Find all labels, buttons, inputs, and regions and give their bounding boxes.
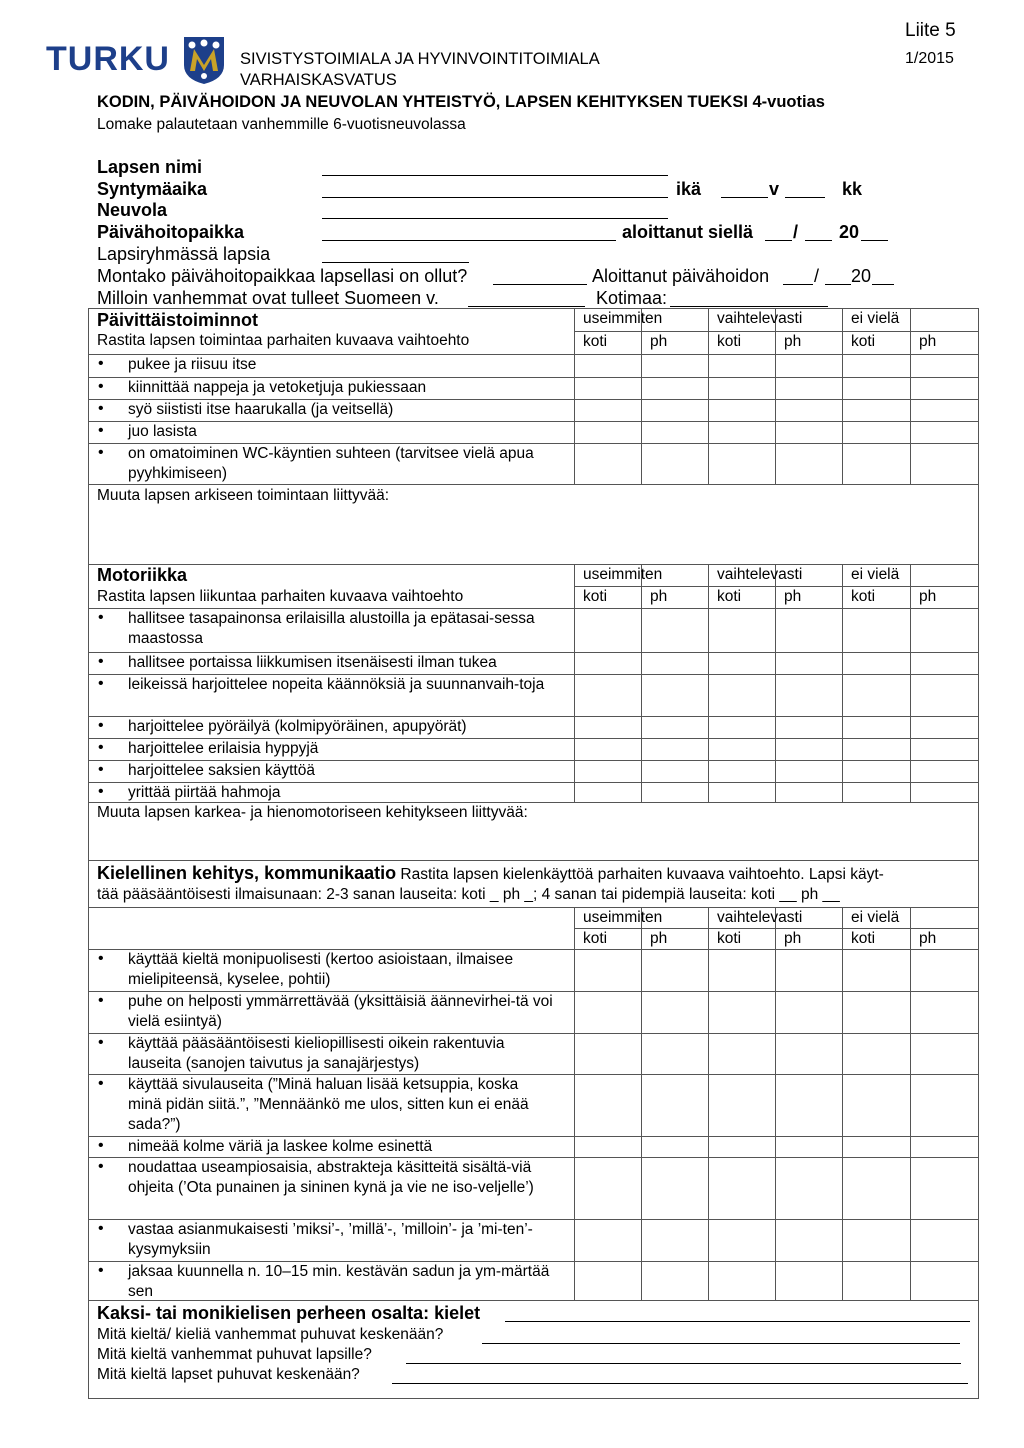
home-country-label: Kotimaa: xyxy=(596,288,668,308)
bullet-icon: • xyxy=(98,783,104,800)
years-label: v xyxy=(769,179,780,199)
col-not-yet-header: ei vielä xyxy=(851,566,900,583)
turku-crest-icon xyxy=(182,35,226,85)
year-prefix: 20 xyxy=(839,222,860,242)
language-item-7-check-varying-ph[interactable] xyxy=(776,1262,842,1300)
daily-item: pukee ja riisuu itse xyxy=(128,356,257,373)
daily-item-4-check-varying-home[interactable] xyxy=(709,444,775,484)
slash-separator: / xyxy=(793,222,799,242)
language-item-3-check-notyet-ph[interactable] xyxy=(911,1075,978,1136)
daily-item: kiinnittää nappeja ja vetoketjuja pukiessaan xyxy=(128,379,427,396)
motor-item: harjoittelee saksien käyttöä xyxy=(128,762,315,779)
language-item: käyttää pääsääntöisesti kieliopillisesti oikein rakentuvia lauseita (sanojen taivutus ja sanajärjestys) xyxy=(128,1035,505,1072)
col-daycare-header: ph xyxy=(650,588,668,605)
daily-item-1-check-notyet-ph[interactable] xyxy=(911,378,978,399)
group-children-field[interactable] xyxy=(322,247,469,263)
motor-item-2-check-notyet-home[interactable] xyxy=(843,675,910,716)
daily-item-1-check-varying-home[interactable] xyxy=(709,378,775,399)
language-item: nimeää kolme väriä ja laskee kolme esinettä xyxy=(128,1138,433,1155)
language-item-4-check-varying-ph[interactable] xyxy=(776,1137,842,1157)
col-home-header: koti xyxy=(851,930,876,947)
daily-item-3-check-mostly-ph[interactable] xyxy=(642,422,708,443)
bullet-icon: • xyxy=(98,675,104,692)
language-intro-line-1 xyxy=(97,863,884,884)
arrival-finland-field[interactable] xyxy=(468,291,585,307)
started-daycare-month-field[interactable] xyxy=(783,269,813,285)
started-daycare-year-field[interactable] xyxy=(872,269,894,285)
daily-item-4-check-mostly-ph[interactable] xyxy=(642,444,708,484)
grid-line xyxy=(88,1398,979,1399)
motor-item-3-check-notyet-home[interactable] xyxy=(843,717,910,738)
col-home-header: koti xyxy=(583,930,608,947)
bullet-icon: • xyxy=(98,609,104,626)
language-item-4-check-notyet-ph[interactable] xyxy=(911,1137,978,1157)
motor-item-3-check-notyet-ph[interactable] xyxy=(911,717,978,738)
language-item-6-check-notyet-ph[interactable] xyxy=(911,1220,978,1261)
language-item-5-check-mostly-home[interactable] xyxy=(575,1158,641,1219)
started-there-label: aloittanut siellä xyxy=(622,222,754,242)
language-item-4-check-mostly-ph[interactable] xyxy=(642,1137,708,1157)
turku-logo-text: TURKU xyxy=(46,40,170,78)
col-home-header: koti xyxy=(717,930,742,947)
motor-item-1-check-varying-home[interactable] xyxy=(709,653,775,674)
motor-item-6-check-notyet-ph[interactable] xyxy=(911,783,978,802)
motor-item-4-check-notyet-ph[interactable] xyxy=(911,739,978,760)
children-language-field[interactable] xyxy=(392,1368,968,1384)
daily-other-label: Muuta lapsen arkiseen toimintaan liittyvää: xyxy=(97,487,390,504)
motor-item: harjoittelee pyöräilyä (kolmipyöräinen, apupyörät) xyxy=(128,718,467,735)
language-item-5-check-notyet-home[interactable] xyxy=(843,1158,910,1219)
motor-item: leikeissä harjoittelee nopeita käännöksiä ja suunnanvaih-toja xyxy=(128,676,545,693)
bullet-icon: • xyxy=(98,400,104,417)
started-there-day-field[interactable] xyxy=(805,225,832,241)
language-item-4-check-varying-home[interactable] xyxy=(709,1137,775,1157)
language-item: jaksaa kuunnella n. 10–15 min. kestävän sadun ja ym-märtää sen xyxy=(128,1263,550,1300)
language-item-5-check-varying-home[interactable] xyxy=(709,1158,775,1219)
year-prefix: 20 xyxy=(851,266,872,286)
motor-item-1-check-notyet-home[interactable] xyxy=(843,653,910,674)
bullet-icon: • xyxy=(98,1220,104,1237)
daily-item-2-check-mostly-ph[interactable] xyxy=(642,400,708,421)
motor-item-6-check-notyet-home[interactable] xyxy=(843,783,910,802)
child-name-field[interactable] xyxy=(322,160,668,176)
home-country-field[interactable] xyxy=(670,291,828,307)
motor-item-4-check-varying-home[interactable] xyxy=(709,739,775,760)
language-item-1-check-notyet-ph[interactable] xyxy=(911,992,978,1033)
motor-item-3-check-mostly-home[interactable] xyxy=(575,717,641,738)
language-item-2-check-varying-home[interactable] xyxy=(709,1034,775,1074)
col-varying-header: vaihtelevasti xyxy=(717,909,803,926)
birthdate-label: Syntymäaika xyxy=(97,179,208,199)
language-item-2-check-notyet-home[interactable] xyxy=(843,1034,910,1074)
language-item-0-check-varying-home[interactable] xyxy=(709,950,775,991)
col-varying-header: vaihtelevasti xyxy=(717,566,803,583)
col-varying-header: vaihtelevasti xyxy=(717,310,803,327)
motor-item-3-check-varying-ph[interactable] xyxy=(776,717,842,738)
col-mostly-header: useimmiten xyxy=(583,909,663,926)
language-item-0-check-notyet-home[interactable] xyxy=(843,950,910,991)
language-intro-line-2: tää pääsääntöisesti ilmaisunaan: 2-3 sanan lauseita: koti _ ph _; 4 sanan tai pidempiä lauseita: koti __ ph __ xyxy=(97,886,840,903)
language-item-6-check-mostly-home[interactable] xyxy=(575,1220,641,1261)
bullet-icon: • xyxy=(98,378,104,395)
language-item-0-check-varying-ph[interactable] xyxy=(776,950,842,991)
bullet-icon: • xyxy=(98,444,104,461)
language-item-0-check-mostly-ph[interactable] xyxy=(642,950,708,991)
language-item-1-check-notyet-home[interactable] xyxy=(843,992,910,1033)
started-daycare-day-field[interactable] xyxy=(825,269,851,285)
language-item-7-check-mostly-ph[interactable] xyxy=(642,1262,708,1300)
parents-to-children-language-label: Mitä kieltä vanhemmat puhuvat lapsille? xyxy=(97,1346,372,1363)
bullet-icon: • xyxy=(98,653,104,670)
daily-item-0-check-varying-ph[interactable] xyxy=(776,355,842,377)
children-language-label: Mitä kieltä lapset puhuvat keskenään? xyxy=(97,1366,360,1383)
col-not-yet-header: ei vielä xyxy=(851,909,900,926)
language-item-1-check-mostly-ph[interactable] xyxy=(642,992,708,1033)
daily-item-4-check-mostly-home[interactable] xyxy=(575,444,641,484)
motor-item-3-check-varying-home[interactable] xyxy=(709,717,775,738)
language-item-6-check-mostly-ph[interactable] xyxy=(642,1220,708,1261)
daily-item-3-check-notyet-home[interactable] xyxy=(843,422,910,443)
col-home-header: koti xyxy=(583,333,608,350)
language-item-7-check-notyet-home[interactable] xyxy=(843,1262,910,1300)
language-item-7-check-notyet-ph[interactable] xyxy=(911,1262,978,1300)
motor-item-2-check-notyet-ph[interactable] xyxy=(911,675,978,716)
grid-line xyxy=(88,860,979,861)
language-item-1-check-varying-home[interactable] xyxy=(709,992,775,1033)
language-item: käyttää kieltä monipuolisesti (kertoo asioistaan, ilmaisee mielipiteensä, kyselee, pohtii) xyxy=(128,951,514,988)
parents-language-field[interactable] xyxy=(482,1328,960,1344)
motor-item-1-check-mostly-home[interactable] xyxy=(575,653,641,674)
daily-item-4-check-notyet-home[interactable] xyxy=(843,444,910,484)
col-daycare-header: ph xyxy=(784,333,802,350)
daily-item-2-check-varying-home[interactable] xyxy=(709,400,775,421)
daily-item-3-check-mostly-home[interactable] xyxy=(575,422,641,443)
language-item-7-check-mostly-home[interactable] xyxy=(575,1262,641,1300)
department-line-1: SIVISTYSTOIMIALA JA HYVINVOINTITOIMIALA xyxy=(240,50,600,68)
col-home-header: koti xyxy=(851,333,876,350)
language-section-title: Kielellinen kehitys, kommunikaatio xyxy=(97,863,397,883)
motor-instruction: Rastita lapsen liikuntaa parhaiten kuvaava vaihtoehto xyxy=(97,588,464,605)
motor-item-1-check-mostly-ph[interactable] xyxy=(642,653,708,674)
daily-item-1-check-varying-ph[interactable] xyxy=(776,378,842,399)
col-home-header: koti xyxy=(583,588,608,605)
daily-item-2-check-mostly-home[interactable] xyxy=(575,400,641,421)
grid-line xyxy=(978,308,979,1398)
motor-item-0-check-notyet-home[interactable] xyxy=(843,609,910,652)
bullet-icon: • xyxy=(98,1075,104,1092)
language-item-0-check-notyet-ph[interactable] xyxy=(911,950,978,991)
col-daycare-header: ph xyxy=(650,930,668,947)
daily-item-3-check-varying-home[interactable] xyxy=(709,422,775,443)
form-title: KODIN, PÄIVÄHOIDON JA NEUVOLAN YHTEISTYÖ, LAPSEN KEHITYKSEN TUEKSI 4-vuotias xyxy=(97,93,825,111)
motor-item-6-check-mostly-ph[interactable] xyxy=(642,783,708,802)
col-daycare-header: ph xyxy=(919,588,937,605)
col-mostly-header: useimmiten xyxy=(583,566,663,583)
bullet-icon: • xyxy=(98,1158,104,1175)
multilingual-languages-field[interactable] xyxy=(505,1306,970,1322)
motor-item-4-check-notyet-home[interactable] xyxy=(843,739,910,760)
language-item-7-check-varying-home[interactable] xyxy=(709,1262,775,1300)
col-daycare-header: ph xyxy=(919,333,937,350)
age-years-field[interactable] xyxy=(721,182,768,198)
language-item-6-check-notyet-home[interactable] xyxy=(843,1220,910,1261)
language-item-5-check-notyet-ph[interactable] xyxy=(911,1158,978,1219)
language-item-2-check-mostly-home[interactable] xyxy=(575,1034,641,1074)
motor-item-0-check-varying-ph[interactable] xyxy=(776,609,842,652)
motor-item-2-check-mostly-home[interactable] xyxy=(575,675,641,716)
grid-line xyxy=(88,308,979,309)
motor-item-2-check-varying-home[interactable] xyxy=(709,675,775,716)
language-item: noudattaa useampiosaisia, abstrakteja käsitteitä sisältä-viä ohjeita (’Ota punainen ja sininen kynä ja vie ne iso-veljelle’) xyxy=(128,1159,534,1196)
col-home-header: koti xyxy=(717,588,742,605)
col-home-header: koti xyxy=(717,333,742,350)
birthdate-field[interactable] xyxy=(322,182,668,198)
motor-item-5-check-varying-home[interactable] xyxy=(709,761,775,782)
motor-item: hallitsee portaissa liikkumisen itsenäisesti ilman tukea xyxy=(128,654,497,671)
motor-item-0-check-mostly-home[interactable] xyxy=(575,609,641,652)
language-item-5-check-mostly-ph[interactable] xyxy=(642,1158,708,1219)
language-item-3-check-notyet-home[interactable] xyxy=(843,1075,910,1136)
language-item-1-check-varying-ph[interactable] xyxy=(776,992,842,1033)
daily-item: on omatoiminen WC-käyntien suhteen (tarvitsee vielä apua pyyhkimiseen) xyxy=(128,445,534,482)
col-daycare-header: ph xyxy=(919,930,937,947)
language-item-4-check-mostly-home[interactable] xyxy=(575,1137,641,1157)
started-there-year-field[interactable] xyxy=(861,225,888,241)
motor-item-4-check-mostly-home[interactable] xyxy=(575,739,641,760)
daily-item-0-check-notyet-home[interactable] xyxy=(843,355,910,377)
parents-language-label: Mitä kieltä/ kieliä vanhemmat puhuvat keskenään? xyxy=(97,1326,444,1343)
daily-item-3-check-varying-ph[interactable] xyxy=(776,422,842,443)
daily-item-4-check-notyet-ph[interactable] xyxy=(911,444,978,484)
form-subtitle: Lomake palautetaan vanhemmille 6-vuotisneuvolassa xyxy=(97,116,466,133)
motor-item-6-check-varying-ph[interactable] xyxy=(776,783,842,802)
motor-other-label: Muuta lapsen karkea- ja hienomotoriseen kehitykseen liittyvää: xyxy=(97,804,528,821)
motor-item: hallitsee tasapainonsa erilaisilla alustoilla ja epätasai-sessa maastossa xyxy=(128,610,535,647)
language-item-3-check-varying-home[interactable] xyxy=(709,1075,775,1136)
grid-line xyxy=(88,308,89,1398)
col-mostly-header: useimmiten xyxy=(583,310,663,327)
daycare-label: Päivähoitopaikka xyxy=(97,222,245,242)
clinic-label: Neuvola xyxy=(97,200,168,220)
col-daycare-header: ph xyxy=(650,333,668,350)
motor-item-6-check-mostly-home[interactable] xyxy=(575,783,641,802)
daily-instruction: Rastita lapsen toimintaa parhaiten kuvaava vaihtoehto xyxy=(97,332,470,349)
daily-item-1-check-mostly-home[interactable] xyxy=(575,378,641,399)
language-item-6-check-varying-ph[interactable] xyxy=(776,1220,842,1261)
grid-line xyxy=(88,907,979,908)
language-item-4-check-notyet-home[interactable] xyxy=(843,1137,910,1157)
motor-item-4-check-mostly-ph[interactable] xyxy=(642,739,708,760)
motor-item-2-check-varying-ph[interactable] xyxy=(776,675,842,716)
bullet-icon: • xyxy=(98,1262,104,1279)
language-item-2-check-mostly-ph[interactable] xyxy=(642,1034,708,1074)
parents-to-children-language-field[interactable] xyxy=(406,1348,961,1364)
daily-item-1-check-notyet-home[interactable] xyxy=(843,378,910,399)
clinic-field[interactable] xyxy=(322,203,668,219)
months-label: kk xyxy=(842,179,863,199)
motor-item-1-check-varying-ph[interactable] xyxy=(776,653,842,674)
motor-item-0-check-varying-home[interactable] xyxy=(709,609,775,652)
age-label: ikä xyxy=(676,179,702,199)
motor-item-6-check-varying-home[interactable] xyxy=(709,783,775,802)
daycare-field[interactable] xyxy=(322,225,616,241)
daycare-count-label: Montako päivähoitopaikkaa lapsellasi on ollut? xyxy=(97,266,468,286)
motor-item: harjoittelee erilaisia hyppyjä xyxy=(128,740,319,757)
started-daycare-label: Aloittanut päivähoidon xyxy=(592,266,770,286)
daily-item: juo lasista xyxy=(128,423,197,440)
col-home-header: koti xyxy=(851,588,876,605)
daycare-count-field[interactable] xyxy=(493,269,587,285)
daily-item-2-check-varying-ph[interactable] xyxy=(776,400,842,421)
department-line-2: VARHAISKASVATUS xyxy=(240,71,397,89)
language-item-3-check-mostly-ph[interactable] xyxy=(642,1075,708,1136)
motor-item-5-check-mostly-ph[interactable] xyxy=(642,761,708,782)
daily-section-title: Päivittäistoiminnot xyxy=(97,310,259,330)
motor-item-5-check-mostly-home[interactable] xyxy=(575,761,641,782)
motor-item-5-check-notyet-home[interactable] xyxy=(843,761,910,782)
daily-item-0-check-mostly-home[interactable] xyxy=(575,355,641,377)
language-item-1-check-mostly-home[interactable] xyxy=(575,992,641,1033)
bullet-icon: • xyxy=(98,1137,104,1154)
language-item-3-check-varying-ph[interactable] xyxy=(776,1075,842,1136)
bullet-icon: • xyxy=(98,992,104,1009)
bullet-icon: • xyxy=(98,355,104,372)
col-daycare-header: ph xyxy=(784,588,802,605)
bullet-icon: • xyxy=(98,1034,104,1051)
language-item-0-check-mostly-home[interactable] xyxy=(575,950,641,991)
motor-item-3-check-mostly-ph[interactable] xyxy=(642,717,708,738)
bullet-icon: • xyxy=(98,717,104,734)
daily-item-0-check-notyet-ph[interactable] xyxy=(911,355,978,377)
daily-item-1-check-mostly-ph[interactable] xyxy=(642,378,708,399)
group-children-label: Lapsiryhmässä lapsia xyxy=(97,244,271,264)
motor-section-title: Motoriikka xyxy=(97,565,188,585)
motor-item-2-check-mostly-ph[interactable] xyxy=(642,675,708,716)
multilingual-title xyxy=(97,1303,480,1324)
daily-item-0-check-mostly-ph[interactable] xyxy=(642,355,708,377)
grid-line xyxy=(88,564,979,565)
bullet-icon: • xyxy=(98,761,104,778)
motor-item-0-check-notyet-ph[interactable] xyxy=(911,609,978,652)
language-item-2-check-varying-ph[interactable] xyxy=(776,1034,842,1074)
bullet-icon: • xyxy=(98,950,104,967)
language-item-6-check-varying-home[interactable] xyxy=(709,1220,775,1261)
language-item: puhe on helposti ymmärrettävää (yksittäisiä äännevirhei-tä voi vielä esiintyä) xyxy=(128,993,553,1030)
age-months-field[interactable] xyxy=(785,182,825,198)
daily-item-3-check-notyet-ph[interactable] xyxy=(911,422,978,443)
language-item-2-check-notyet-ph[interactable] xyxy=(911,1034,978,1074)
daily-item-4-check-varying-ph[interactable] xyxy=(776,444,842,484)
appendix-label: Liite 5 xyxy=(905,20,956,41)
grid-line xyxy=(88,484,979,485)
daily-item: syö siististi itse haarukalla (ja veitsellä) xyxy=(128,401,394,418)
language-item-3-check-mostly-home[interactable] xyxy=(575,1075,641,1136)
child-name-label: Lapsen nimi xyxy=(97,157,203,177)
col-not-yet-header: ei vielä xyxy=(851,310,900,327)
slash-separator: / xyxy=(814,266,820,286)
language-item: vastaa asianmukaisesti ’miksi’-, ’millä’-, ’milloin’- ja ’mi-ten’-kysymyksiin xyxy=(128,1221,533,1258)
multilingual-title-text: Kaksi- tai monikielisen perheen osalta: kielet xyxy=(97,1303,481,1323)
col-daycare-header: ph xyxy=(784,930,802,947)
motor-item-4-check-varying-ph[interactable] xyxy=(776,739,842,760)
motor-item-5-check-varying-ph[interactable] xyxy=(776,761,842,782)
motor-item-1-check-notyet-ph[interactable] xyxy=(911,653,978,674)
daily-item-0-check-varying-home[interactable] xyxy=(709,355,775,377)
daily-item-2-check-notyet-home[interactable] xyxy=(843,400,910,421)
started-there-month-field[interactable] xyxy=(765,225,792,241)
motor-item-0-check-mostly-ph[interactable] xyxy=(642,609,708,652)
bullet-icon: • xyxy=(98,422,104,439)
motor-item-5-check-notyet-ph[interactable] xyxy=(911,761,978,782)
motor-item: yrittää piirtää hahmoja xyxy=(128,784,281,801)
daily-item-2-check-notyet-ph[interactable] xyxy=(911,400,978,421)
bullet-icon: • xyxy=(98,739,104,756)
language-item: käyttää sivulauseita (”Minä haluan lisää ketsuppia, koska minä pidän siitä.”, ”Mennäänkö me ulos, sitten kun ei enää sada?”) xyxy=(128,1076,529,1133)
language-intro-text: Rastita lapsen kielenkäyttöä parhaiten kuvaava vaihtoehto. Lapsi käyt- xyxy=(400,866,884,883)
language-item-5-check-varying-ph[interactable] xyxy=(776,1158,842,1219)
form-date: 1/2015 xyxy=(905,50,954,67)
arrival-finland-label: Milloin vanhemmat ovat tulleet Suomeen v. xyxy=(97,288,439,308)
